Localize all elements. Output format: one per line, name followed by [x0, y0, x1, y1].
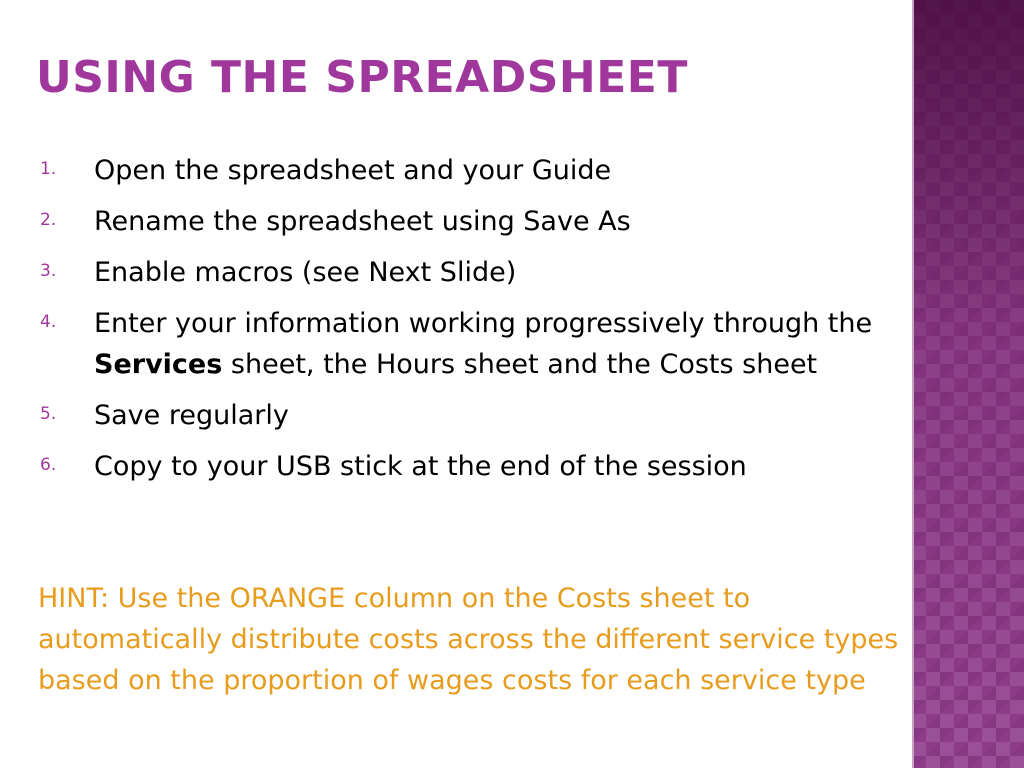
step-number: 5.	[40, 404, 57, 424]
step-number: 4.	[40, 312, 57, 332]
step-number: 3.	[40, 261, 57, 281]
list-item	[36, 395, 906, 436]
list-item	[36, 252, 906, 293]
step-text: Copy to your USB stick at the end of the session	[94, 451, 747, 482]
hint-text: HINT: Use the ORANGE column on the Costs sheet to automatically distribute costs across the different service types based on the proportion of wages costs for each service type	[38, 583, 899, 696]
step-text-part: Enter your information working progressively through the	[94, 308, 873, 339]
list-item	[36, 201, 906, 242]
step-text: Save regularly	[94, 400, 289, 431]
list-item	[36, 303, 906, 385]
step-text	[94, 303, 906, 385]
step-number: 1.	[40, 159, 57, 179]
step-text: Open the spreadsheet and your Guide	[94, 155, 612, 186]
step-number: 6.	[40, 455, 57, 475]
slide-title: USING THE SPREADSHEET	[36, 52, 688, 103]
side-bar-edge	[912, 0, 914, 768]
step-number: 2.	[40, 210, 57, 230]
step-text-part: sheet, the Hours sheet and the Costs sheet	[222, 349, 818, 380]
step-text: Enable macros (see Next Slide)	[94, 257, 517, 288]
step-text-bold: Services	[94, 349, 223, 380]
steps-list	[36, 150, 906, 497]
step-text: Rename the spreadsheet using Save As	[94, 206, 631, 237]
decorative-side-bar	[912, 0, 1024, 768]
list-item	[36, 150, 906, 191]
list-item	[36, 446, 906, 487]
